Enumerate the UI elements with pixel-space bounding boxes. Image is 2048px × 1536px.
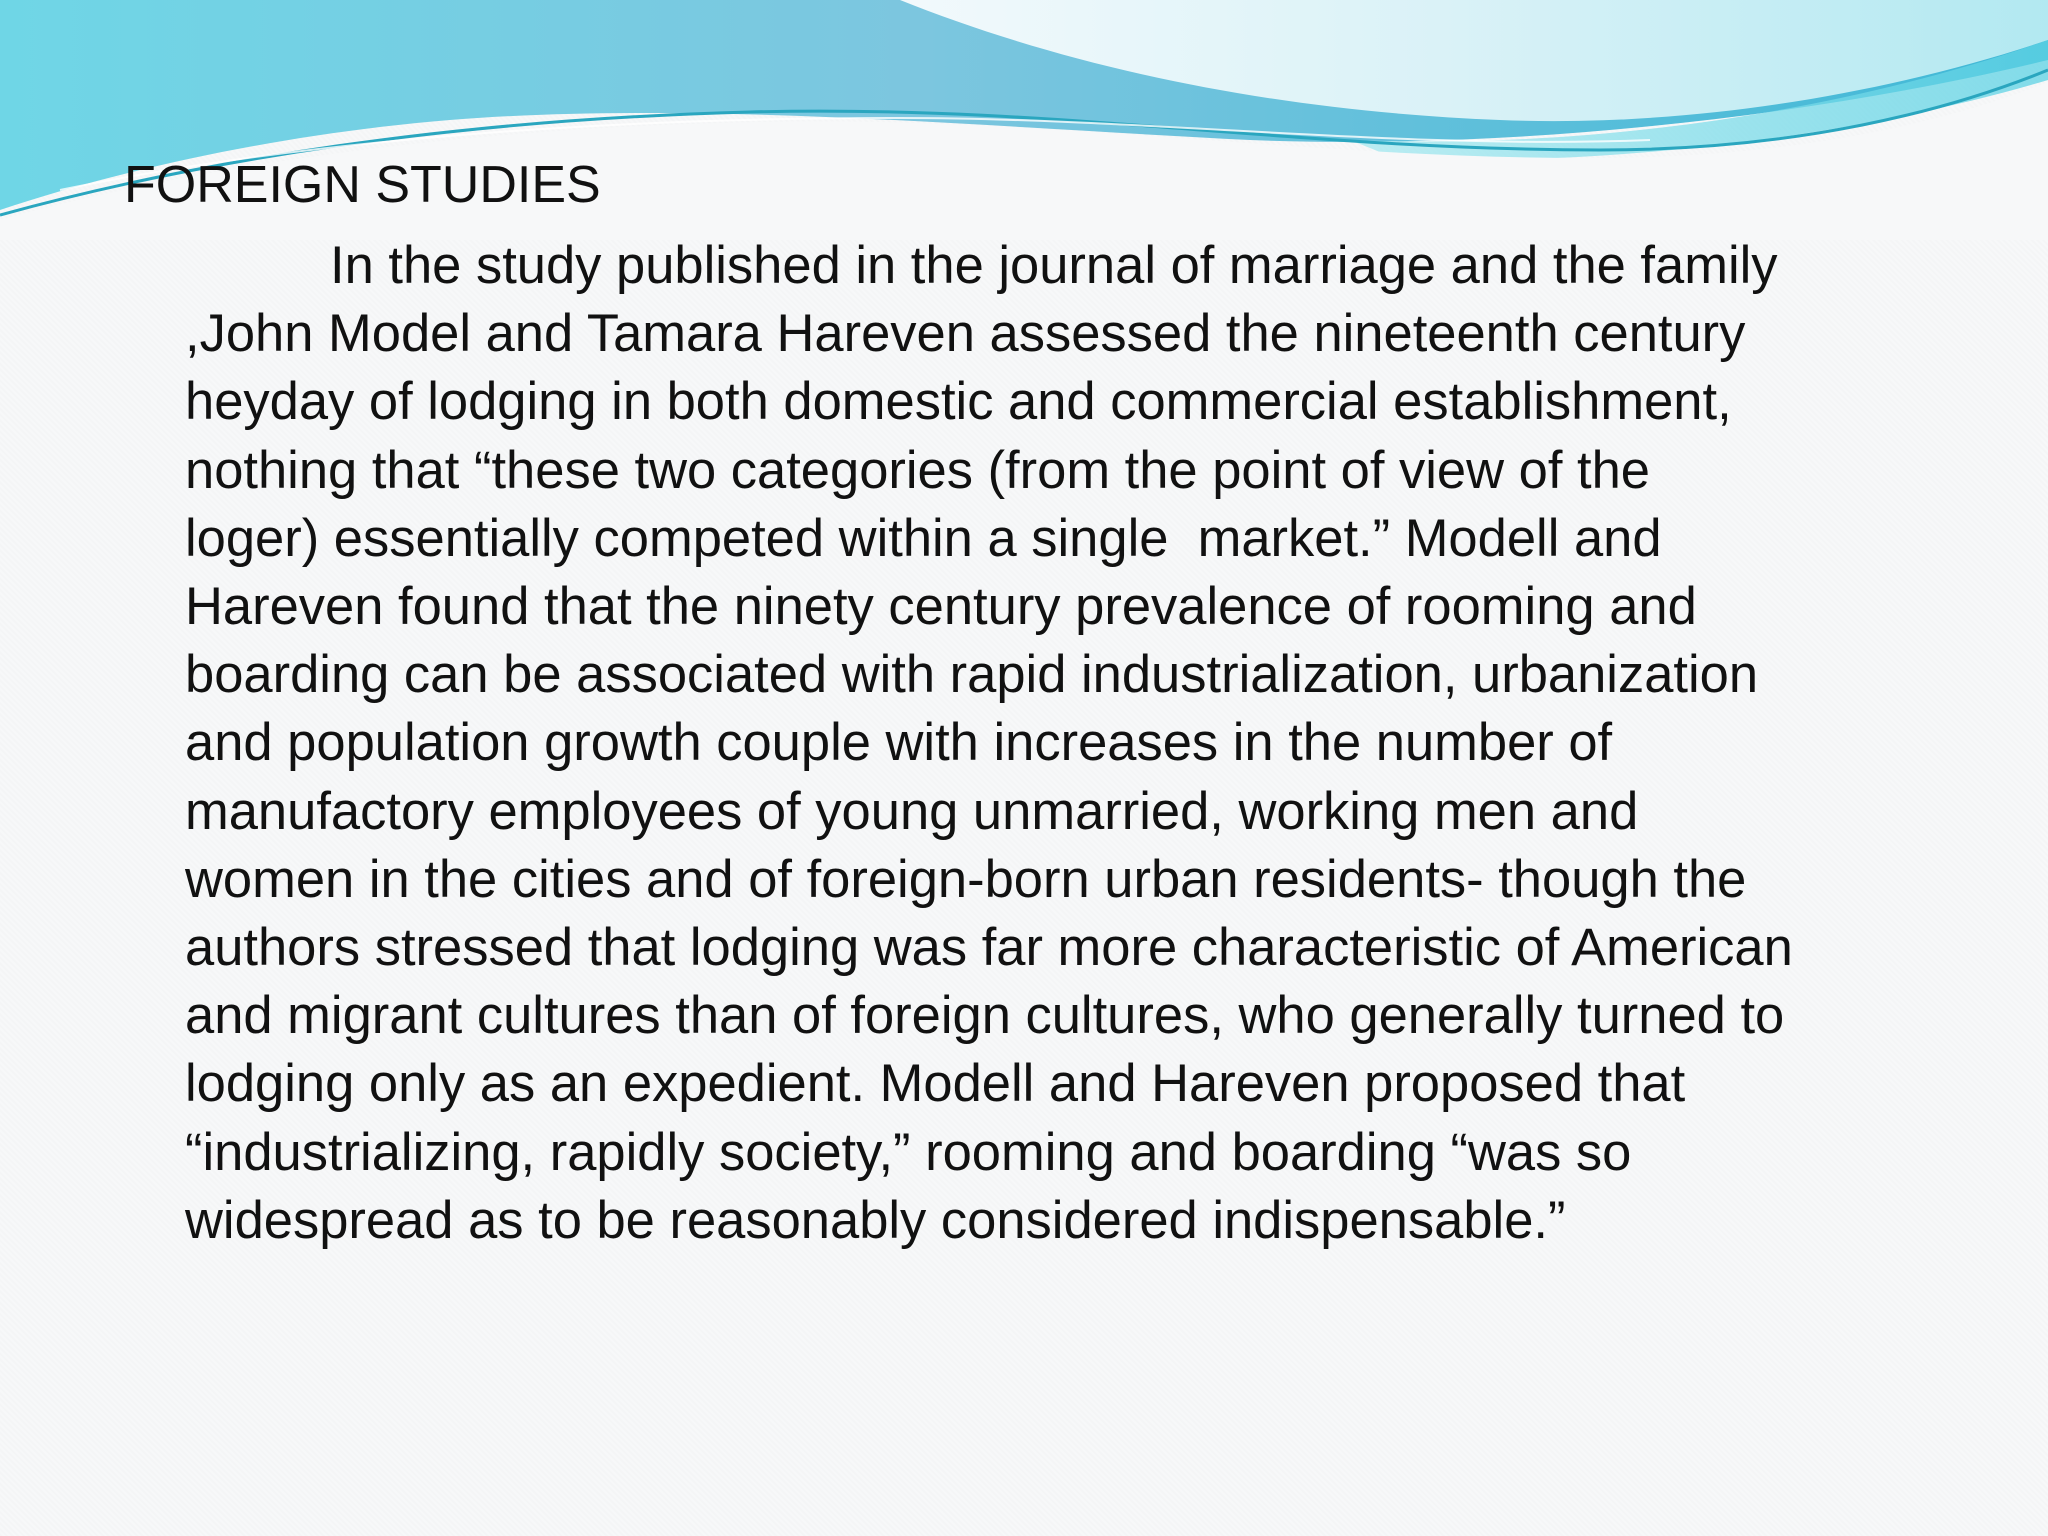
- body-line: manufactory employees of young unmarried, working men and: [185, 781, 1639, 841]
- body-line: widespread as to be reasonably considered indispensable.”: [185, 1190, 1566, 1250]
- body-line: boarding can be associated with rapid industrialization, urbanization: [185, 645, 1759, 705]
- body-line: nothing that “these two categories (from the point of view of the: [185, 440, 1650, 500]
- body-line: heyday of lodging in both domestic and commercial establishment,: [185, 372, 1732, 432]
- slide-title: FOREIGN STUDIES: [124, 156, 601, 214]
- body-line: authors stressed that lodging was far more characteristic of American: [185, 918, 1793, 978]
- body-line: loger) essentially competed within a single market.” Modell and: [185, 508, 1662, 568]
- slide-body-text: [185, 232, 1793, 1255]
- body-line: “industrializing, rapidly society,” rooming and boarding “was so: [185, 1122, 1632, 1182]
- body-line: Hareven found that the ninety century prevalence of rooming and: [185, 577, 1697, 637]
- body-line: and migrant cultures than of foreign cultures, who generally turned to: [185, 986, 1785, 1046]
- body-line: In the study published in the journal of marriage and the family: [330, 236, 1778, 295]
- body-line: lodging only as an expedient. Modell and Hareven proposed that: [185, 1054, 1686, 1114]
- body-line: women in the cities and of foreign-born urban residents- though the: [185, 849, 1747, 909]
- body-line: and population growth couple with increases in the number of: [185, 713, 1613, 773]
- body-line: ,John Model and Tamara Hareven assessed the nineteenth century: [185, 304, 1746, 364]
